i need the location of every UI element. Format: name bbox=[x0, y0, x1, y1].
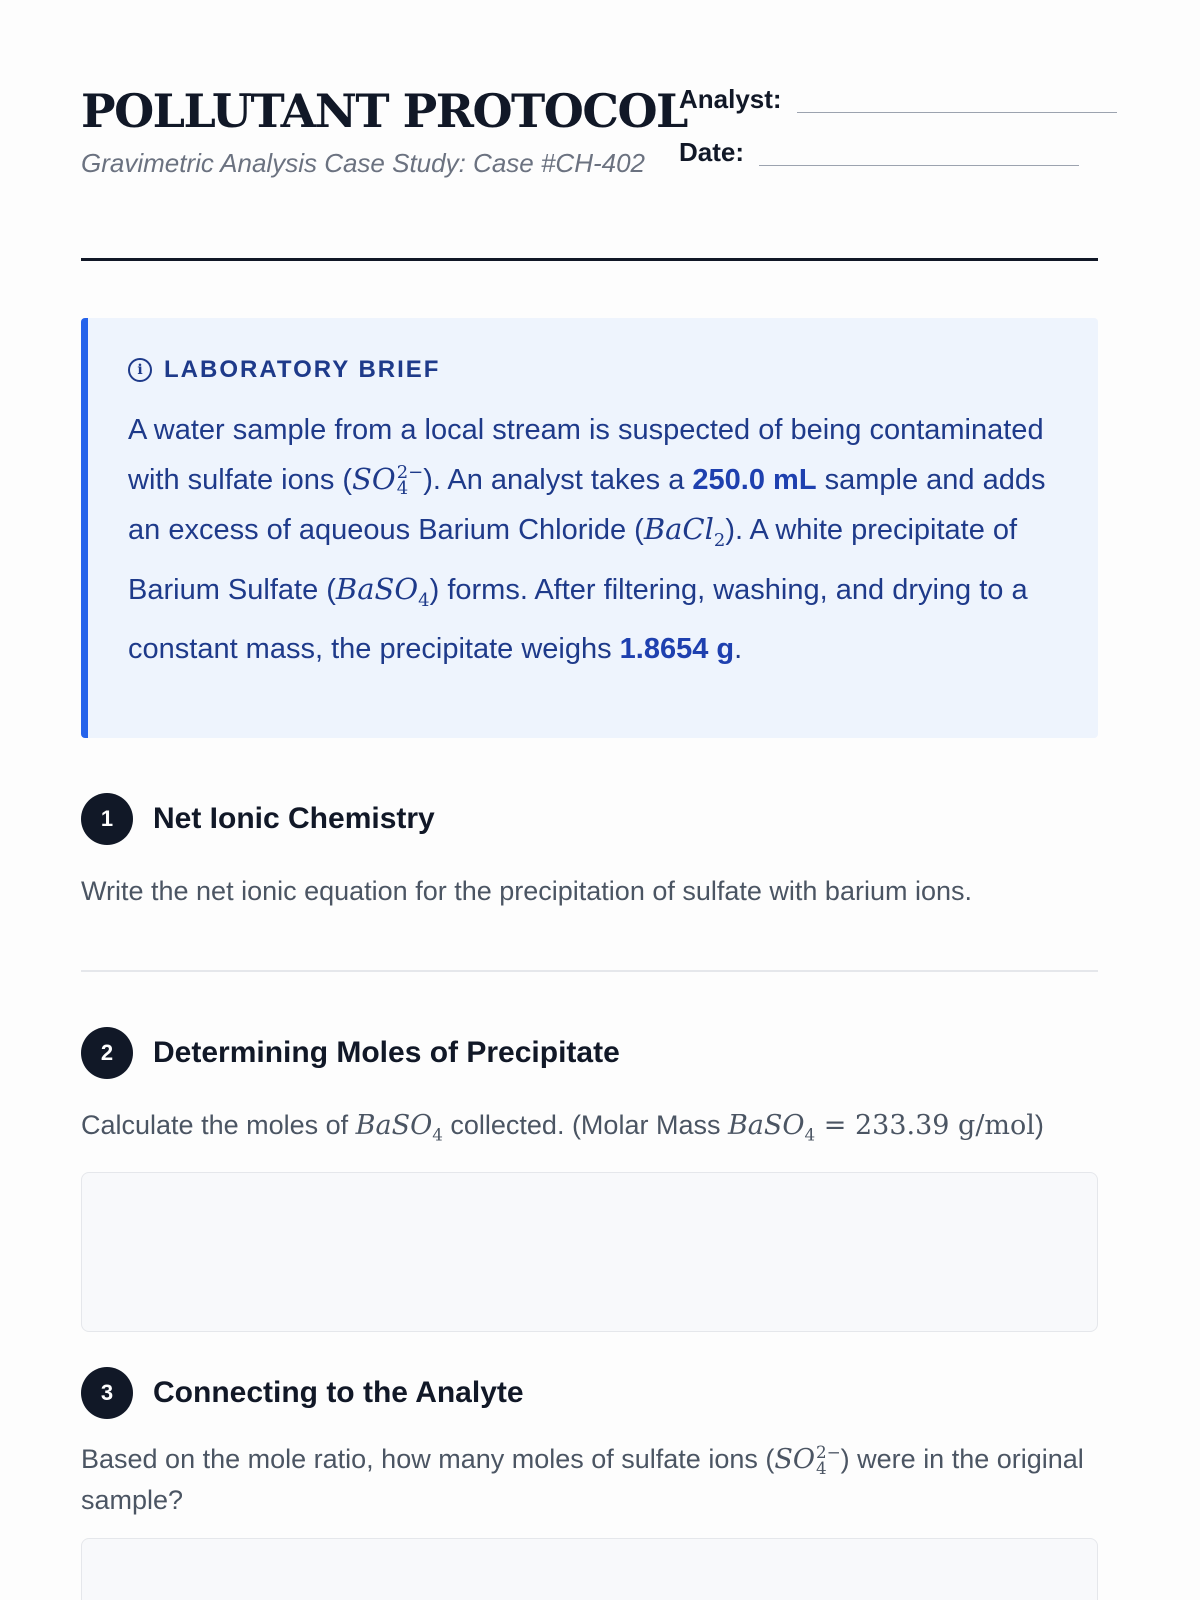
baso4-formula bbox=[355, 1110, 443, 1145]
formula-base: BaSO bbox=[727, 1110, 805, 1141]
baso4-base: BaSO bbox=[335, 571, 419, 606]
bacl2-formula bbox=[643, 512, 726, 551]
prompt-text-part: ) bbox=[1034, 1110, 1044, 1140]
date-field bbox=[679, 137, 1079, 168]
question-1 bbox=[81, 793, 1098, 911]
answer-box[interactable] bbox=[81, 1538, 1098, 1600]
brief-text-part: A water sample from a local stream is suspected of being contaminated with sulfate ions ( bbox=[128, 414, 1044, 496]
brief-text bbox=[128, 406, 1058, 674]
precipitate-mass: 1.8654 g bbox=[619, 632, 735, 665]
question-3-heading bbox=[81, 1367, 1098, 1419]
analyst-label: Analyst: bbox=[679, 84, 782, 114]
ion-subscript: 4 bbox=[816, 1457, 827, 1478]
header-rule bbox=[81, 258, 1098, 261]
question-title: Net Ionic Chemistry bbox=[153, 802, 435, 835]
question-1-heading bbox=[81, 793, 1098, 845]
info-icon: i bbox=[128, 358, 152, 382]
date-label: Date: bbox=[679, 137, 745, 167]
brief-heading bbox=[128, 356, 1058, 384]
baso4-formula bbox=[335, 571, 430, 611]
sulfate-subscript: 4 bbox=[396, 478, 409, 499]
ion-charge: 2− bbox=[816, 1442, 841, 1463]
formula-base: BaSO bbox=[355, 1110, 433, 1141]
formula-subscript: 4 bbox=[804, 1124, 816, 1145]
prompt-text-part: Calculate the moles of bbox=[81, 1110, 356, 1140]
brief-text-part: sample and adds an excess of aqueous Barium Chloride ( bbox=[128, 464, 1046, 546]
molar-mass-value: = 233.39 g/mol bbox=[815, 1110, 1035, 1141]
analyst-field bbox=[679, 84, 1117, 115]
step-number-badge: 2 bbox=[81, 1027, 133, 1079]
bacl2-base: BaCl bbox=[643, 512, 714, 546]
answer-line[interactable] bbox=[81, 970, 1098, 972]
sulfate-formula bbox=[774, 1442, 841, 1478]
brief-text-part: ) forms. After filtering, washing, and drying to a constant mass, the precipitate weighs bbox=[128, 573, 1028, 665]
brief-text-part: ). A white precipitate of Barium Sulfate ( bbox=[128, 514, 1018, 606]
sample-volume: 250.0 mL bbox=[692, 464, 817, 496]
brief-title: LABORATORY BRIEF bbox=[164, 356, 441, 383]
prompt-text-part: ) were in the original sample? bbox=[81, 1444, 1084, 1515]
laboratory-brief bbox=[81, 318, 1098, 738]
brief-text-part: . bbox=[734, 632, 743, 665]
analyst-input-line[interactable] bbox=[797, 111, 1117, 113]
question-title: Determining Moles of Precipitate bbox=[153, 1036, 620, 1069]
baso4-formula bbox=[727, 1110, 816, 1145]
brief-text-part: ). An analyst takes a bbox=[423, 464, 693, 496]
baso4-subscript: 4 bbox=[418, 589, 430, 611]
question-prompt bbox=[81, 1439, 1098, 1520]
sulfate-base: SO bbox=[352, 462, 396, 496]
answer-box[interactable] bbox=[81, 1172, 1098, 1332]
step-number-badge: 1 bbox=[81, 793, 133, 845]
date-input-line[interactable] bbox=[759, 164, 1079, 166]
bacl2-subscript: 2 bbox=[713, 529, 726, 551]
question-2-heading bbox=[81, 1027, 1098, 1079]
formula-subscript: 4 bbox=[432, 1124, 443, 1145]
question-2 bbox=[81, 1027, 1098, 1332]
step-number-badge: 3 bbox=[81, 1367, 133, 1419]
page-subtitle: Gravimetric Analysis Case Study: Case #CH-402 bbox=[81, 148, 646, 178]
question-title: Connecting to the Analyte bbox=[153, 1376, 524, 1409]
page-title: POLLUTANT PROTOCOL bbox=[81, 84, 687, 138]
ion-base: SO bbox=[774, 1444, 815, 1475]
sulfate-charge: 2− bbox=[396, 461, 424, 483]
question-prompt bbox=[81, 1105, 1098, 1154]
prompt-text-part: collected. (Molar Mass bbox=[442, 1110, 728, 1140]
sulfate-formula bbox=[352, 461, 424, 499]
question-3 bbox=[81, 1367, 1098, 1600]
worksheet-header bbox=[81, 0, 1098, 265]
question-prompt: Write the net ionic equation for the precipitation of sulfate with barium ions. bbox=[81, 876, 972, 906]
prompt-text-part: Based on the mole ratio, how many moles of sulfate ions ( bbox=[81, 1444, 775, 1474]
